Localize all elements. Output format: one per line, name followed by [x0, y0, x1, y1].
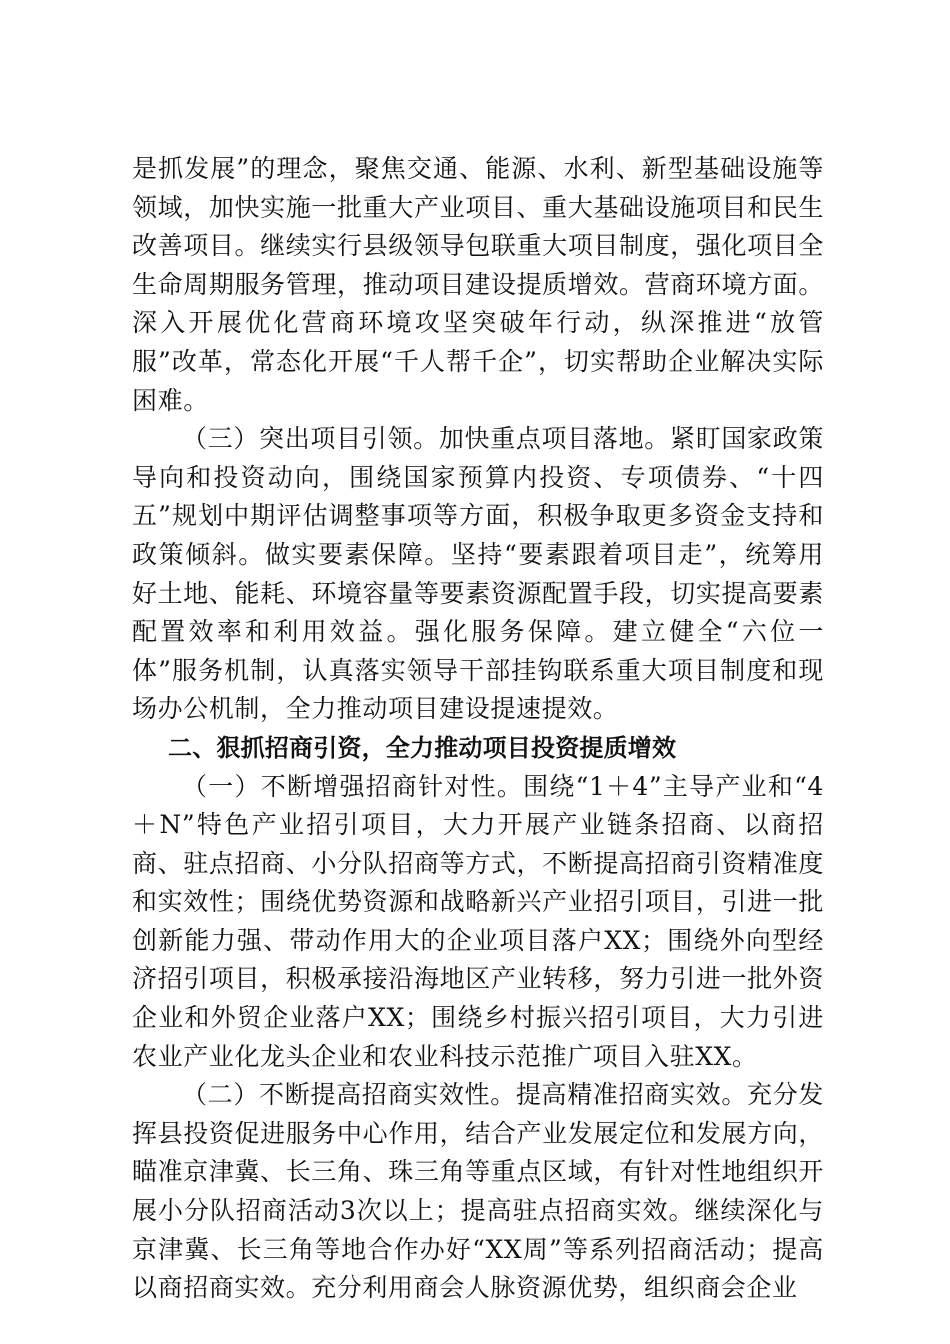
paragraph-subsection-2: （二）不断提高招商实效性。提高精准招商实效。充分发挥县投资促进服务中心作用，结合产业发展定位和发展方向，瞄准京津冀、长三角、珠三角等重点区域，有针对性地组织开展小分队招商活动3次以上；提高驻点招商实效。继续深化与京津冀、长三角等地合作办好“XX周”等系列招商活动；提高以商招商实效。充分利用商会人脉资源优势，组织商会企业 — [132, 1080, 824, 1303]
paragraph-continuation: 是抓发展”的理念，聚焦交通、能源、水利、新型基础设施等领域，加快实施一批重大产业项目、重大基础设施项目和民生改善项目。继续实行县级领导包联重大项目制度，强化项目全生命周期服务管理，推动项目建设提质增效。营商环境方面。深入开展优化营商环境攻坚突破年行动，纵深推进“放管服”改革，常态化开展“千人帮千企”，切实帮助企业解决实际困难。 — [132, 154, 824, 415]
document-body — [132, 150, 824, 1308]
paragraph-section-3: （三）突出项目引领。加快重点项目落地。紧盯国家政策导向和投资动向，围绕国家预算内投资、专项债券、“十四五”规划中期评估调整事项等方面，积极争取更多资金支持和政策倾斜。做实要素保障。坚持“要素跟着项目走”，统筹用好土地、能耗、环境容量等要素资源配置手段，切实提高要素配置效率和利用效益。强化服务保障。建立健全“六位一体”服务机制，认真落实领导干部挂钩联系重大项目制度和现场办公机制，全力推动项目建设提速提效。 — [132, 424, 824, 724]
paragraph-subsection-1: （一）不断增强招商针对性。围绕“1＋4”主导产业和“4＋N”特色产业招引项目，大力开展产业链条招商、以商招商、驻点招商、小分队招商等方式，不断提高招商引资精准度和实效性；围绕优势资源和战略新兴产业招引项目，引进一批创新能力强、带动作用大的企业项目落户XX；围绕外向型经济招引项目，积极承接沿海地区产业转移，努力引进一批外资企业和外贸企业落户XX；围绕乡村振兴招引项目，大力引进农业产业化龙头企业和农业科技示范推广项目入驻XX。 — [132, 771, 824, 1071]
section-heading-2: 二、狠抓招商引资，全力推动项目投资提质增效 — [168, 733, 677, 762]
